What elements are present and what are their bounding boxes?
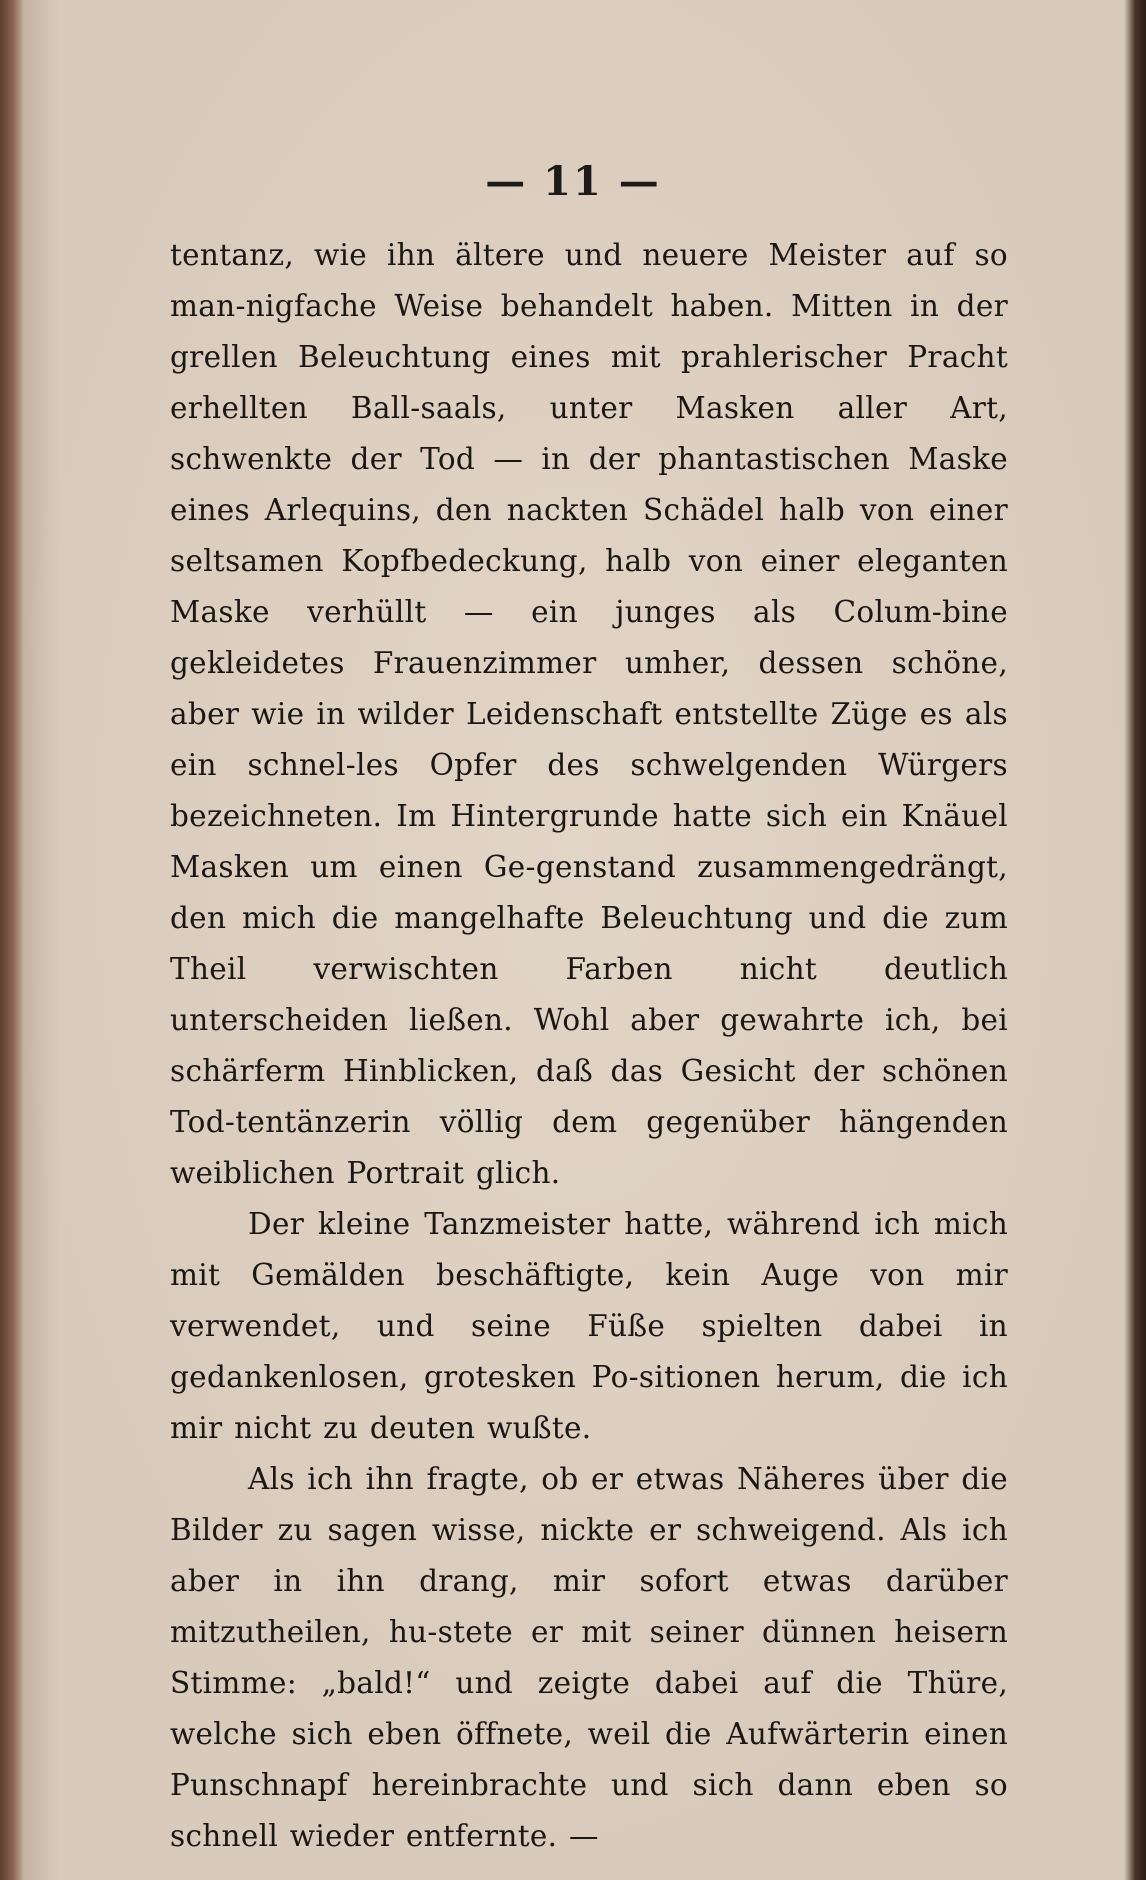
paragraph-2: Der kleine Tanzmeister hatte, während ich mich mit Gemälden beschäftigte, kein Auge von mir verwendet, und seine Füße spielten dabei in gedankenlosen, grotesken Po-sitionen herum, die ich mir nicht zu deuten wußte. [170,1207,1008,1445]
page-number-header: — 11 — [485,158,661,205]
body-text [170,230,1008,1862]
page-spine-edge [0,0,24,1880]
page-right-edge [1124,0,1146,1880]
paragraph-1: tentanz, wie ihn ältere und neuere Meister auf so man-nigfache Weise behandelt haben. Mitten in der grellen Beleuchtung eines mit prahlerischer Pracht erhellten Ball-saals, unter Masken aller Art, schwenkte der Tod — in der phantastischen Maske eines Arlequins, den nackten Schädel halb von einer seltsamen Kopfbedeckung, halb von einer eleganten Maske verhüllt — ein junges als Colum-bine gekleidetes Frauenzimmer umher, dessen schöne, aber wie in wilder Leidenschaft entstellte Züge es als ein schnel-les Opfer des schwelgenden Würgers bezeichneten. Im Hintergrunde hatte sich ein Knäuel Masken um einen Ge-genstand zusammengedrängt, den mich die mangelhafte Beleuchtung und die zum Theil verwischten Farben nicht deutlich unterscheiden ließen. Wohl aber gewahrte ich, bei schärferm Hinblicken, daß das Gesicht der schönen Tod-tentänzerin völlig dem gegenüber hängenden weiblichen Portrait glich. [170,238,1008,1190]
paragraph-3: Als ich ihn fragte, ob er etwas Näheres über die Bilder zu sagen wisse, nickte er schweigend. Als ich aber in ihn drang, mir sofort etwas darüber mitzutheilen, hu-stete er mit seiner dünnen heisern Stimme: „bald!“ und zeigte dabei auf die Thüre, welche sich eben öffnete, weil die Aufwärterin einen Punschnapf hereinbrachte und sich dann eben so schnell wieder entfernte. — [170,1462,1008,1853]
